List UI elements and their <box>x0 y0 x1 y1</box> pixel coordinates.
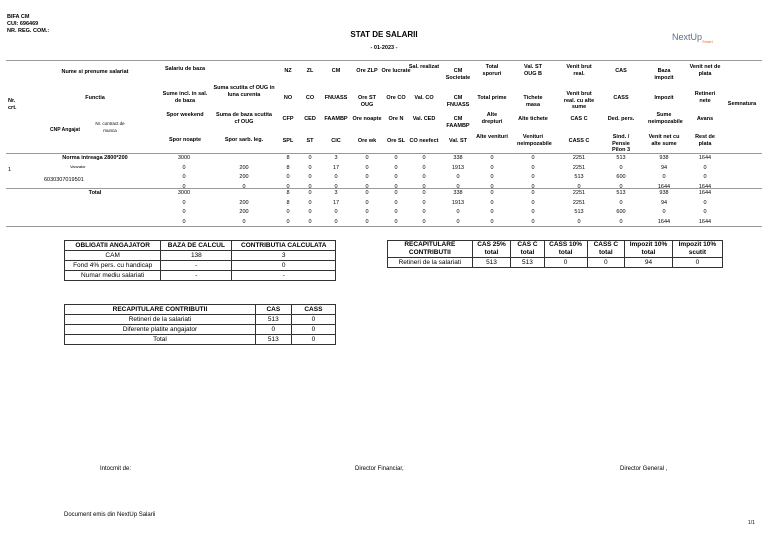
recap-sal-h5: Impozit 10% total <box>625 241 673 258</box>
col-header: FNUASS <box>324 95 348 101</box>
col-header: Alte venituri <box>476 134 508 140</box>
value-cell: 0 <box>308 190 312 196</box>
table-row <box>65 261 336 271</box>
value-cell: 1644 <box>657 183 671 190</box>
hdr-spor-w: Spor weekend <box>166 112 204 118</box>
hdr-suma-baza: Suma de baza scutita cf OUG <box>216 112 272 125</box>
value-cell: 0 <box>365 199 369 206</box>
col-header: ST <box>306 138 314 144</box>
value-cell: 0 <box>394 218 398 225</box>
recap-sal-h2: CAS C total <box>511 241 544 258</box>
value-cell: 0 <box>619 218 623 225</box>
value-cell: 513 <box>616 190 626 196</box>
col-header: Ore N <box>388 116 404 122</box>
col-header: Val. ST <box>448 138 468 144</box>
value-cell: 338 <box>453 155 463 161</box>
recap-sal-cell: 94 <box>625 258 673 268</box>
hdr-nume: Nume si prenume salariat <box>61 69 129 75</box>
salariu-cell: 0 <box>182 174 186 180</box>
oblig-table <box>64 240 336 281</box>
col-header: Ore lucrate <box>381 68 411 74</box>
table-row <box>65 251 336 261</box>
table-row <box>65 315 336 325</box>
salariu-cell: 0 <box>182 218 186 225</box>
col-header: Val. CED <box>412 116 436 122</box>
value-cell: 0 <box>334 209 338 215</box>
value-cell: 0 <box>286 209 290 215</box>
value-cell: 2251 <box>572 155 586 161</box>
recap-sal-h3: CASS 10% total <box>544 241 587 258</box>
value-cell: 513 <box>574 174 584 180</box>
value-cell: 0 <box>365 209 369 215</box>
value-cell: 0 <box>662 209 666 215</box>
page-title: STAT DE SALARII <box>350 30 418 39</box>
salariu-cell: 3000 <box>177 155 191 161</box>
value-cell: 0 <box>286 174 290 180</box>
value-cell: 0 <box>286 183 290 190</box>
value-cell: 0 <box>490 199 494 206</box>
table-row <box>65 335 336 345</box>
value-cell: 0 <box>456 183 460 190</box>
hdr-sume-incl: Sume incl. in sal. de baza <box>162 91 208 104</box>
company-cui: CUI: 696469 <box>7 21 39 27</box>
value-cell: 8 <box>286 190 290 196</box>
value-cell: 0 <box>308 155 312 161</box>
value-cell: 0 <box>308 218 312 225</box>
col-header: NO <box>283 95 293 101</box>
col-header: Venit brut real. <box>566 64 592 77</box>
value-cell: 0 <box>308 183 312 190</box>
value-cell: 0 <box>490 218 494 225</box>
value-cell: 0 <box>531 183 535 190</box>
hdr-spor-n: Spor noapte <box>168 137 202 143</box>
sign-dir-gen: Director General , <box>620 466 668 472</box>
value-cell: 0 <box>703 164 707 171</box>
value-cell: 0 <box>531 164 535 171</box>
hdr-cnp: CNP Angajat <box>49 127 80 133</box>
value-cell: 0 <box>365 218 369 225</box>
value-cell: 0 <box>308 209 312 215</box>
col-header: Baza impozit <box>654 68 674 81</box>
footer-page: 1/1 <box>748 520 755 526</box>
value-cell: 94 <box>660 164 668 171</box>
value-cell: 0 <box>531 218 535 225</box>
recap-contr-cell: Total <box>65 335 256 345</box>
col-header: Ore wk <box>357 138 377 144</box>
recap-contr-cell: 0 <box>291 335 335 345</box>
col-header: Venit brut real. cu alte sume <box>563 91 595 110</box>
value-cell: 0 <box>531 209 535 215</box>
col-header: Sume neimpozabile <box>648 112 683 125</box>
scutit-cell: 0 <box>242 218 246 225</box>
value-cell: 1644 <box>698 190 712 196</box>
value-cell: 0 <box>456 218 460 225</box>
oblig-h1: BAZA DE CALCUL <box>161 241 232 251</box>
col-header: Ore SL <box>386 138 406 144</box>
salariu-cell: 0 <box>182 164 186 171</box>
value-cell: 0 <box>577 218 581 225</box>
value-cell: 338 <box>453 190 463 196</box>
col-header: Venit net de plata <box>689 64 721 77</box>
value-cell: 0 <box>394 164 398 171</box>
value-cell: 0 <box>422 155 426 161</box>
logo-text: NextUp <box>672 32 703 42</box>
value-cell: 8 <box>286 164 290 171</box>
value-cell: 0 <box>456 174 460 180</box>
value-cell: 0 <box>308 174 312 180</box>
value-cell: 3 <box>334 190 338 196</box>
oblig-cell: CAM <box>65 251 161 261</box>
recap-sal-cell: 0 <box>587 258 625 268</box>
col-header: ZL <box>306 68 314 74</box>
col-header: CED <box>304 116 316 122</box>
value-cell: 0 <box>577 183 581 190</box>
value-cell: 938 <box>659 155 669 161</box>
hdr-salariu: Salariu de baza <box>164 66 206 72</box>
col-header: Val. ST OUG B <box>523 64 543 77</box>
col-header: Sal. realizat <box>408 64 440 70</box>
value-cell: 0 <box>422 164 426 171</box>
value-cell: 94 <box>660 199 668 206</box>
col-header: CFP <box>282 116 294 122</box>
scutit-cell: 200 <box>239 174 249 180</box>
value-cell: 0 <box>365 155 369 161</box>
emp-cnp: 6030307019501 <box>44 177 84 183</box>
value-cell: 0 <box>394 174 398 180</box>
oblig-cell: Numar mediu salariati <box>65 271 161 281</box>
col-header: Avans <box>696 116 714 122</box>
col-header: CM FAAMBP <box>446 116 470 129</box>
recap-contr-cell: 0 <box>291 325 335 335</box>
col-header: CO neefect <box>409 138 439 144</box>
value-cell: 0 <box>619 164 623 171</box>
rule <box>6 153 762 154</box>
col-header: Total sporuri <box>482 64 502 77</box>
recap-contr-cell: Diferente platite angajator <box>65 325 256 335</box>
value-cell: 0 <box>490 174 494 180</box>
value-cell: 1913 <box>451 164 465 171</box>
value-cell: 513 <box>616 155 626 161</box>
sign-dir-fin: Director Financiar, <box>355 466 404 472</box>
company-name: BIFA CM <box>7 14 30 20</box>
value-cell: 0 <box>619 183 623 190</box>
value-cell: 0 <box>422 218 426 225</box>
value-cell: 0 <box>394 209 398 215</box>
oblig-cell: Fond 4% pers. cu handicap <box>65 261 161 271</box>
value-cell: 0 <box>531 190 535 196</box>
salariu-cell: 0 <box>182 209 186 215</box>
col-header: Ore CO <box>386 95 406 101</box>
col-header: SPL <box>282 138 294 144</box>
salariu-cell: 3000 <box>177 190 191 196</box>
hdr-contract: Nr. contract de munca <box>95 121 125 133</box>
value-cell: 0 <box>334 218 338 225</box>
col-header: Venit net cu alte sume <box>648 134 680 147</box>
value-cell: 0 <box>365 174 369 180</box>
col-header: CM FNUASS <box>446 95 470 108</box>
col-header: CAS <box>615 68 627 74</box>
col-header: NZ <box>284 68 292 74</box>
emp-nr: 1 <box>8 167 12 173</box>
value-cell: 2251 <box>572 199 586 206</box>
scutit-cell: 200 <box>239 199 249 206</box>
oblig-h0: OBLIGATII ANGAJATOR <box>65 241 161 251</box>
value-cell: 513 <box>574 209 584 215</box>
value-cell: 0 <box>490 183 494 190</box>
oblig-h2: CONTRIBUTIA CALCULATA <box>232 241 336 251</box>
col-header: Retineri nete <box>694 91 716 104</box>
col-header: Sind. / Pensie Pilon 3 <box>611 134 631 153</box>
emp-norma: Norma intreaga 2800*200 <box>62 155 128 161</box>
recap-sal-h0: RECAPITULARE CONTRIBUTII <box>388 241 473 258</box>
value-cell: 0 <box>531 155 535 161</box>
value-cell: 0 <box>531 199 535 206</box>
col-header: Impozit <box>654 95 674 101</box>
value-cell: 1644 <box>657 218 671 225</box>
oblig-cell: 0 <box>232 261 336 271</box>
recap-sal-h1: CAS 25% total <box>472 241 511 258</box>
recap-contr-h0: RECAPITULARE CONTRIBUTII <box>65 305 256 315</box>
recap-sal-cell: 513 <box>511 258 544 268</box>
col-header: Alte tichete <box>518 116 548 122</box>
value-cell: 0 <box>308 199 312 206</box>
value-cell: 1913 <box>451 199 465 206</box>
period: - 01-2023 - <box>370 45 398 51</box>
value-cell: 0 <box>394 199 398 206</box>
col-header: Tichete masa <box>523 95 543 108</box>
col-header: Ded. pers. <box>607 116 635 122</box>
table-row <box>388 258 723 268</box>
col-header: Ore ZLP <box>356 68 378 74</box>
value-cell: 0 <box>703 174 707 180</box>
salariu-cell: 0 <box>182 183 186 190</box>
col-header: CM <box>331 68 341 74</box>
recap-contr-h2: CASS <box>291 305 335 315</box>
value-cell: 1644 <box>698 218 712 225</box>
value-cell: 0 <box>703 209 707 215</box>
value-cell: 0 <box>422 174 426 180</box>
recap-sal-cell: 0 <box>544 258 587 268</box>
value-cell: 0 <box>286 218 290 225</box>
value-cell: 0 <box>422 209 426 215</box>
table-row <box>65 325 336 335</box>
scutit-cell: 0 <box>242 183 246 190</box>
value-cell: 17 <box>332 164 340 171</box>
recap-sal-h6: Impozit 10% scutit <box>672 241 722 258</box>
col-header: Ore noapte <box>352 116 382 122</box>
col-header: CO <box>305 95 315 101</box>
value-cell: 0 <box>422 190 426 196</box>
col-header: FAAMBP <box>324 116 348 122</box>
col-header: Val. CO <box>414 95 434 101</box>
value-cell: 0 <box>456 209 460 215</box>
value-cell: 0 <box>365 164 369 171</box>
salariu-cell: 0 <box>182 199 186 206</box>
oblig-cell: - <box>161 271 232 281</box>
value-cell: 8 <box>286 199 290 206</box>
value-cell: 600 <box>616 209 626 215</box>
value-cell: 0 <box>531 174 535 180</box>
value-cell: 1644 <box>698 155 712 161</box>
recap-contr-table <box>64 304 336 345</box>
col-header: Alte drepturi <box>481 112 503 125</box>
value-cell: 0 <box>334 174 338 180</box>
sign-intocmit: Intocmit de: <box>100 466 132 472</box>
col-header: CASS <box>613 95 629 101</box>
col-header: CIC <box>331 138 341 144</box>
recap-sal-cell: 513 <box>472 258 511 268</box>
hdr-functia: Functia <box>85 95 105 101</box>
value-cell: 0 <box>422 199 426 206</box>
scutit-cell: 200 <box>239 164 249 171</box>
value-cell: 0 <box>365 183 369 190</box>
nextup-logo <box>672 32 713 44</box>
hdr-suma-scut: Suma scutita cf OUG in luna curenta <box>213 85 275 98</box>
value-cell: 0 <box>490 155 494 161</box>
recap-contr-cell: 513 <box>255 315 291 325</box>
value-cell: 0 <box>703 199 707 206</box>
col-header: Rest de plata <box>695 134 715 147</box>
value-cell: 600 <box>616 174 626 180</box>
value-cell: 0 <box>422 183 426 190</box>
recap-contr-cell: 0 <box>255 325 291 335</box>
value-cell: 0 <box>490 190 494 196</box>
company-reg: NR. REG. COM.: <box>7 28 50 34</box>
value-cell: 0 <box>394 155 398 161</box>
oblig-cell: 138 <box>161 251 232 261</box>
emp-functia: Vanzator <box>70 164 86 169</box>
value-cell: 938 <box>659 190 669 196</box>
value-cell: 8 <box>286 155 290 161</box>
recap-sal-cell: 0 <box>672 258 722 268</box>
value-cell: 0 <box>394 183 398 190</box>
value-cell: 0 <box>490 209 494 215</box>
logo-sub: Smart <box>702 38 713 44</box>
recap-sal-table <box>387 240 723 268</box>
recap-sal-cell: Retineri de la salariati <box>388 258 473 268</box>
value-cell: 1644 <box>698 183 712 190</box>
value-cell: 0 <box>490 164 494 171</box>
scutit-cell: 200 <box>239 209 249 215</box>
col-header: CASS C <box>568 138 590 144</box>
footer-doc: Document emis din NextUp Salarii <box>64 512 156 518</box>
recap-sal-h4: CASS C total <box>587 241 625 258</box>
recap-contr-cell: 0 <box>291 315 335 325</box>
value-cell: 3 <box>334 155 338 161</box>
col-header: Ore ST OUG <box>357 95 377 108</box>
hdr-spor-sarb: Spor sarb. leg. <box>224 137 264 143</box>
total-label: Total <box>88 190 102 196</box>
oblig-cell: - <box>232 271 336 281</box>
hdr-semnatura: Semnatura <box>727 101 757 107</box>
value-cell: 0 <box>394 190 398 196</box>
recap-contr-cell: 513 <box>255 335 291 345</box>
table-row <box>65 271 336 281</box>
value-cell: 0 <box>365 190 369 196</box>
value-cell: 0 <box>308 164 312 171</box>
rule <box>6 226 762 227</box>
col-header: CAS C <box>570 116 588 122</box>
value-cell: 0 <box>619 199 623 206</box>
hdr-nr: Nr. crt. <box>8 98 17 111</box>
col-header: Venituri neimpozabile <box>517 134 552 147</box>
recap-contr-cell: Retineri de la salariati <box>65 315 256 325</box>
value-cell: 17 <box>332 199 340 206</box>
recap-contr-h1: CAS <box>255 305 291 315</box>
value-cell: 2251 <box>572 190 586 196</box>
oblig-cell: - <box>161 261 232 271</box>
col-header: CM Societate <box>445 68 471 81</box>
col-header: Total prime <box>477 95 507 101</box>
value-cell: 2251 <box>572 164 586 171</box>
value-cell: 0 <box>662 174 666 180</box>
oblig-cell: 3 <box>232 251 336 261</box>
value-cell: 0 <box>334 183 338 190</box>
rule <box>6 60 762 61</box>
